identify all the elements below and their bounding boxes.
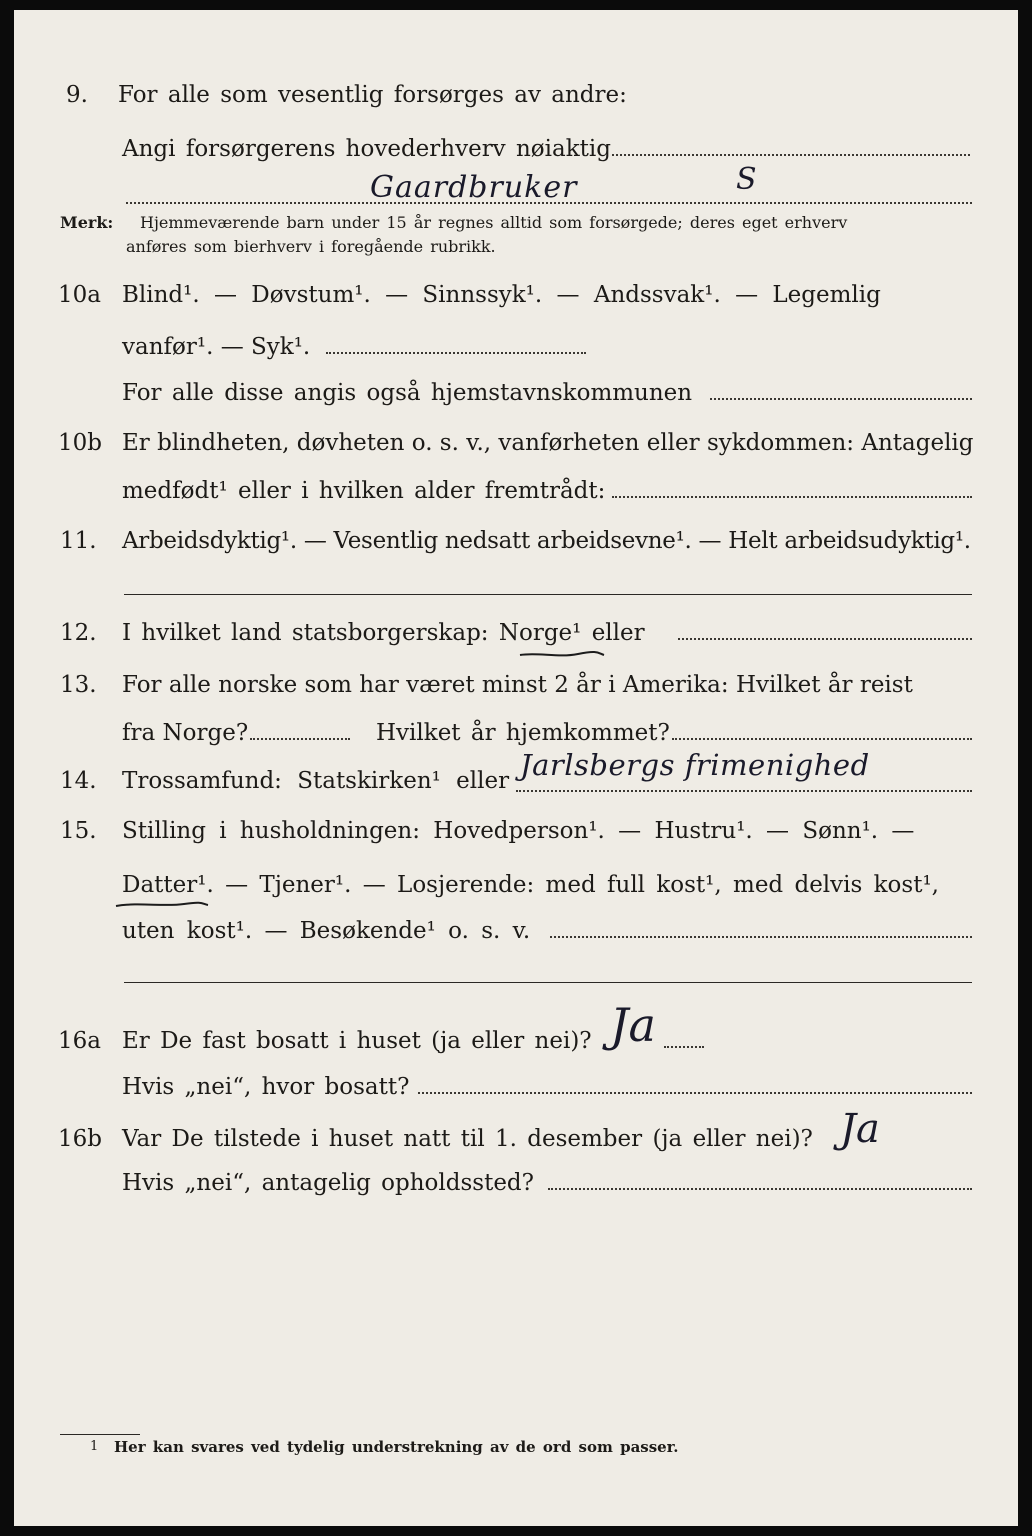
- census-form-page: [14, 10, 1018, 1526]
- footnote-separator: [60, 1434, 140, 1435]
- q13-line2a: fra Norge?: [122, 720, 249, 746]
- q11-separator: [124, 594, 972, 595]
- q12-number: 12.: [60, 620, 97, 646]
- q15-answer-line: [550, 936, 972, 938]
- q15-line3: uten kost¹. — Besøkende¹ o. s. v.: [122, 918, 531, 944]
- q12-norge-underline: [518, 650, 608, 660]
- q16b-line2: Hvis „nei“, antagelig opholdssted?: [122, 1170, 534, 1196]
- q15-line2: Datter¹. — Tjener¹. — Losjerende: med full kost¹, med delvis kost¹,: [122, 872, 939, 898]
- q13-line2b: Hvilket år hjemkommet?: [376, 720, 670, 746]
- q16b-number: 16b: [58, 1126, 102, 1152]
- merk-label: Merk:: [60, 213, 114, 232]
- q14-answer-line: [516, 790, 972, 792]
- q10a-hometown-line: [710, 398, 972, 400]
- q16b-handwritten-answer: Ja: [840, 1106, 880, 1152]
- q16b-whereabouts-line: [548, 1188, 972, 1190]
- q16a-residence-line: [418, 1092, 972, 1094]
- merk-line2: anføres som bierhverv i foregående rubrikk.: [126, 237, 496, 256]
- q16a-number: 16a: [58, 1028, 101, 1054]
- q10a-line3: For alle disse angis også hjemstavnskommunen: [122, 380, 693, 406]
- q10a-line1: Blind¹. — Døvstum¹. — Sinnssyk¹. — Andssvak¹. — Legemlig: [122, 282, 881, 308]
- merk-line1: Hjemmeværende barn under 15 år regnes alltid som forsørgede; deres eget erhverv: [140, 213, 848, 232]
- q15-separator: [124, 982, 972, 983]
- q10b-answer-line: [612, 496, 972, 498]
- q16a-handwritten-answer: Ja: [610, 998, 656, 1052]
- q10a-answer-line: [326, 352, 586, 354]
- q9-answer-line-2: [126, 202, 972, 204]
- q15-line1: Stilling i husholdningen: Hovedperson¹. — Hustru¹. — Sønn¹. —: [122, 818, 915, 844]
- q14-handwritten-denomination: Jarlsbergs frimenighed: [520, 748, 870, 782]
- footnote-mark: 1: [90, 1439, 99, 1454]
- q12-line1: I hvilket land statsborgerskap: Norge¹ eller: [122, 620, 645, 646]
- q14-line1: Trossamfund: Statskirken¹ eller: [122, 768, 510, 794]
- q14-number: 14.: [60, 768, 97, 794]
- q9-handwritten-occupation: Gaardbruker: [370, 170, 578, 205]
- q13-line1: For alle norske som har været minst 2 år i Amerika: Hvilket år reist: [122, 672, 913, 698]
- q10b-number: 10b: [58, 430, 102, 456]
- q9-answer-line-1: [612, 154, 970, 156]
- q10b-line2: medfødt¹ eller i hvilken alder fremtrådt:: [122, 478, 606, 504]
- q16a-line1: Er De fast bosatt i huset (ja eller nei)?: [122, 1028, 592, 1054]
- q10b-line1: Er blindheten, døvheten o. s. v., vanførheten eller sykdommen: Antagelig: [122, 430, 974, 456]
- footnote-text: Her kan svares ved tydelig understrekning av de ord som passer.: [114, 1438, 679, 1456]
- q13-return-line: [672, 738, 972, 740]
- q9-line1: For alle som vesentlig forsørges av andre:: [118, 82, 627, 108]
- q10a-line2: vanfør¹. — Syk¹.: [122, 334, 311, 360]
- q13-number: 13.: [60, 672, 97, 698]
- q12-answer-line: [678, 638, 972, 640]
- q11-number: 11.: [60, 528, 97, 554]
- q9-line2: Angi forsørgerens hovederhverv nøiaktig: [122, 136, 611, 162]
- q16a-line2: Hvis „nei“, hvor bosatt?: [122, 1074, 410, 1100]
- q9-handwritten-mark: S: [736, 162, 757, 197]
- q9-number: 9.: [66, 82, 88, 108]
- q15-datter-underline: [114, 900, 210, 910]
- q13-departure-line: [250, 738, 350, 740]
- q15-number: 15.: [60, 818, 97, 844]
- q11-line1: Arbeidsdyktig¹. — Vesentlig nedsatt arbeidsevne¹. — Helt arbeidsudyktig¹.: [122, 528, 971, 554]
- q16b-line1: Var De tilstede i huset natt til 1. desember (ja eller nei)?: [122, 1126, 813, 1152]
- q10a-number: 10a: [58, 282, 101, 308]
- q16a-answer-line: [664, 1046, 704, 1048]
